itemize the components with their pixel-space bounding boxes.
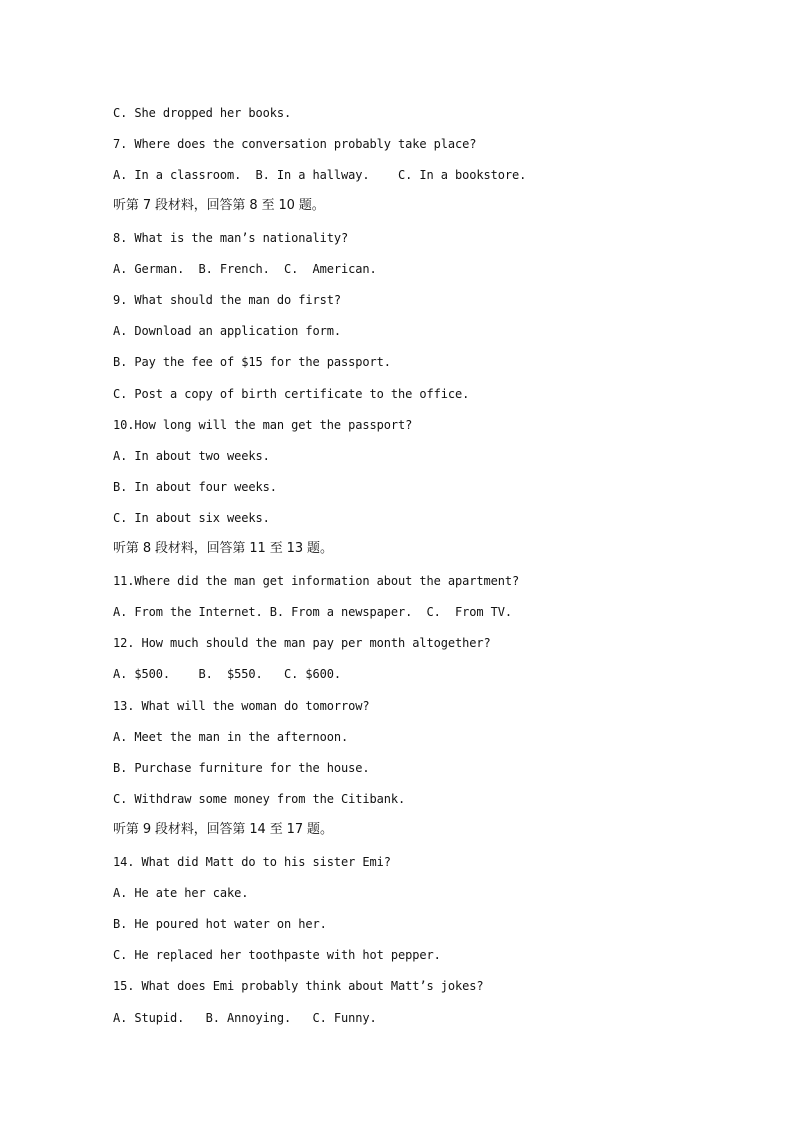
- answer-option-line: A. Meet the man in the afternoon.: [113, 730, 349, 744]
- answer-option-line: C. Withdraw some money from the Citibank.: [113, 792, 406, 806]
- answer-option-line: B. In about four weeks.: [113, 480, 277, 494]
- answer-option-line: C. Post a copy of birth certificate to the office.: [113, 387, 470, 401]
- section-instruction: 听第 8 段材料，回答第 11 至 13 题。: [113, 541, 333, 556]
- question-line: 11.Where did the man get information about the apartment?: [113, 574, 520, 588]
- question-line: 13. What will the woman do tomorrow?: [113, 699, 370, 713]
- question-line: 10.How long will the man get the passport?: [113, 418, 413, 432]
- question-line: 12. How much should the man pay per month altogether?: [113, 636, 491, 650]
- answer-option-line: C. She dropped her books.: [113, 106, 292, 120]
- answer-option-line: C. He replaced her toothpaste with hot pepper.: [113, 948, 441, 962]
- answer-option-line: A. $500. B. $550. C. $600.: [113, 667, 341, 681]
- answer-option-line: A. In a classroom. B. In a hallway. C. In a bookstore.: [113, 168, 527, 182]
- question-line: 9. What should the man do first?: [113, 293, 341, 307]
- answer-option-line: A. From the Internet. B. From a newspaper. C. From TV.: [113, 605, 512, 619]
- question-line: 8. What is the man’s nationality?: [113, 231, 349, 245]
- section-instruction: 听第 7 段材料，回答第 8 至 10 题。: [113, 198, 325, 213]
- answer-option-line: B. He poured hot water on her.: [113, 917, 327, 931]
- answer-option-line: A. He ate her cake.: [113, 886, 249, 900]
- question-line: 15. What does Emi probably think about Matt’s jokes?: [113, 979, 484, 993]
- answer-option-line: A. Download an application form.: [113, 324, 341, 338]
- answer-option-line: A. In about two weeks.: [113, 449, 270, 463]
- answer-option-line: A. Stupid. B. Annoying. C. Funny.: [113, 1011, 377, 1025]
- answer-option-line: A. German. B. French. C. American.: [113, 262, 377, 276]
- answer-option-line: C. In about six weeks.: [113, 511, 270, 525]
- answer-option-line: B. Pay the fee of $15 for the passport.: [113, 355, 391, 369]
- question-line: 14. What did Matt do to his sister Emi?: [113, 855, 391, 869]
- answer-option-line: B. Purchase furniture for the house.: [113, 761, 370, 775]
- question-line: 7. Where does the conversation probably take place?: [113, 137, 477, 151]
- section-instruction: 听第 9 段材料，回答第 14 至 17 题。: [113, 822, 333, 837]
